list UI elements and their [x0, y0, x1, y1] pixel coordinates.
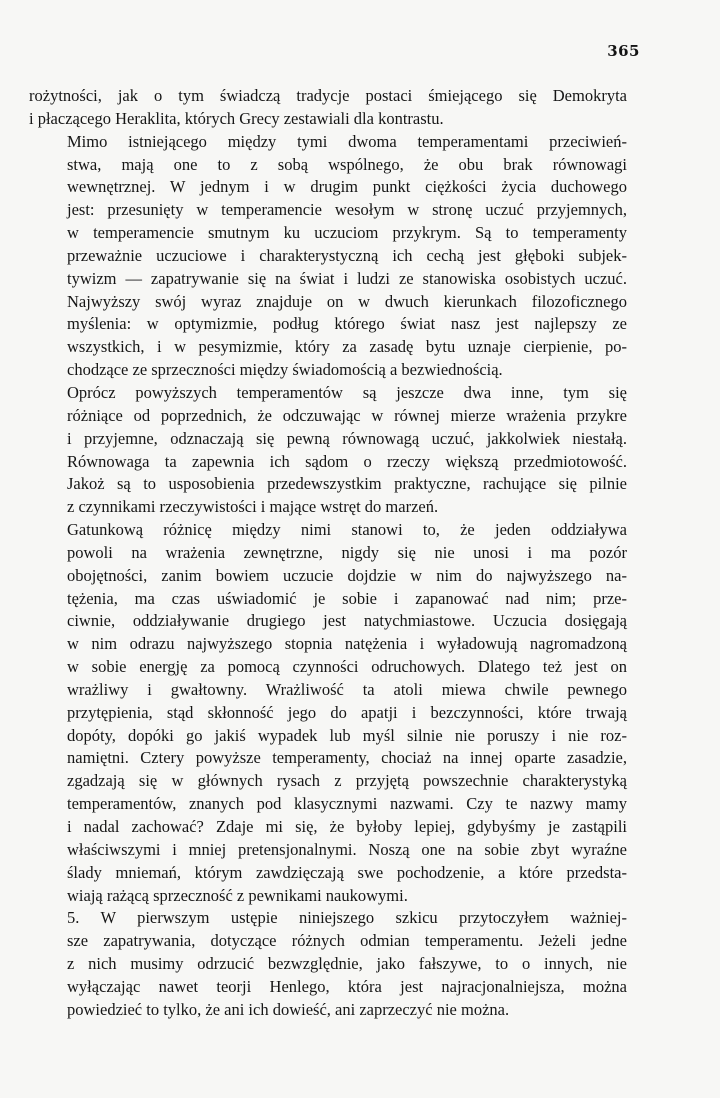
text-line: wiają rażącą sprzeczność z pewnikami naukowymi. — [67, 885, 408, 905]
text-line: rożytności, jak o tym świadczą tradycje postaci śmiejącego się Demokryta — [29, 86, 627, 105]
body-text — [29, 85, 627, 1022]
text-line: zgadzają się w głównych rysach z przyjętą powszechnie charakterystyką — [67, 771, 627, 791]
text-line: Równowaga ta zapewnia ich sądom o rzeczy większą przedmiotowość. — [67, 451, 627, 471]
text-line: wyłączając nawet teorji Henlego, która jest najracjonalniejsza, można — [67, 976, 627, 996]
text-line: powiedzieć to tylko, że ani ich dowieść, ani zaprzeczyć nie można. — [67, 999, 510, 1019]
text-line: Oprócz powyższych temperamentów są jeszcze dwa inne, tym się — [67, 382, 627, 402]
text-line: wrażliwy i gwałtowny. Wrażliwość ta atoli miewa chwile pewnego — [67, 679, 627, 699]
page-number: 365 — [607, 42, 640, 60]
text-line: dopóty, dopóki go jakiś wypadek lub myśl silnie nie poruszy i nie roz- — [67, 725, 627, 745]
paragraph — [29, 382, 627, 519]
paragraph — [29, 907, 627, 1021]
text-line: 5. W pierwszym ustępie niniejszego szkicu przytoczyłem ważniej- — [67, 908, 627, 928]
text-line: w nim odrazu najwyższego stopnia natężenia i wyładowują nagromadzoną — [67, 634, 627, 654]
text-line: wszystkich, i w pesymizmie, który za zasadę bytu uznaje cierpienie, po- — [67, 337, 627, 357]
paragraph — [29, 85, 627, 131]
text-line: powoli na wrażenia zewnętrzne, nigdy się nie unosi i ma pozór — [67, 542, 627, 562]
text-line: przeważnie uczuciowe i charakterystyczną ich cechą jest głęboki subjek- — [67, 245, 627, 265]
text-line: różniące od poprzednich, że odczuwając w równej mierze wrażenia przykre — [67, 405, 627, 425]
text-line: i przyjemne, odznaczają się pewną równowagą uczuć, jakkolwiek niestałą. — [67, 428, 627, 448]
text-line: tywizm — zapatrywanie się na świat i ludzi ze stanowiska osobistych uczuć. — [67, 268, 627, 288]
text-line: w sobie energję za pomocą czynności odruchowych. Dlatego też jest on — [67, 657, 627, 677]
text-line: Najwyższy swój wyraz znajduje on w dwuch kierunkach filozoficznego — [67, 291, 627, 311]
text-line: stwa, mają one to z sobą wspólnego, że obu brak równowagi — [67, 154, 627, 174]
text-line: w temperamencie smutnym ku uczuciom przykrym. Są to temperamenty — [67, 223, 627, 243]
text-line: i nadal zachować? Zdaje mi się, że byłoby lepiej, gdybyśmy je zastąpili — [67, 817, 627, 836]
text-line: Mimo istniejącego między tymi dwoma temperamentami przeciwień- — [67, 131, 627, 151]
text-line: ciwnie, oddziaływanie drugiego jest natychmiastowe. Uczucia dosięgają — [67, 611, 627, 631]
text-line: sze zapatrywania, dotyczące różnych odmian temperamentu. Jeżeli jedne — [67, 931, 627, 951]
text-line: chodzące ze sprzeczności między świadomością a bezwiednością. — [67, 360, 503, 380]
text-line: jest: przesunięty w temperamencie wesołym w stronę uczuć przyjemnych, — [67, 200, 627, 220]
text-line: obojętności, zanim bowiem uczucie dojdzie w nim do najwyższego na- — [67, 565, 627, 585]
text-line: właściwszymi i mniej pretensjonalnymi. Noszą one na sobie zbyt wyraźne — [67, 839, 627, 859]
text-line: i płaczącego Heraklita, których Grecy zestawiali dla kontrastu. — [29, 108, 444, 128]
text-line: namiętni. Cztery powyższe temperamenty, chociaż na innej oparte zasadzie, — [67, 748, 627, 768]
text-line: ślady mniemań, którym zawdzięczają swe pochodzenie, a które przedsta- — [67, 862, 627, 882]
text-line: temperamentów, znanych pod klasycznymi nazwami. Czy te nazwy mamy — [67, 794, 627, 814]
text-line: Gatunkową różnicę między nimi stanowi to, że jeden oddziaływa — [67, 520, 627, 540]
paragraph — [29, 131, 627, 382]
text-line: wewnętrznej. W jednym i w drugim punkt ciężkości życia duchowego — [67, 177, 627, 197]
text-line: myślenia: w optymizmie, podług którego świat nasz jest najlepszy ze — [67, 314, 627, 334]
paragraph — [29, 519, 627, 907]
text-line: przytępienia, stąd skłonność jego do apatji i bezczynności, które trwają — [67, 702, 627, 722]
text-line: z nich musimy odrzucić bezwzględnie, jako fałszywe, to o innych, nie — [67, 954, 627, 974]
text-line: z czynnikami rzeczywistości i mające wstręt do marzeń. — [67, 497, 439, 517]
text-line: Jakoż są to usposobienia przedewszystkim praktyczne, rachujące się pilnie — [67, 474, 627, 494]
text-line: tężenia, ma czas uświadomić je sobie i zapanować nad nim; prze- — [67, 588, 627, 608]
